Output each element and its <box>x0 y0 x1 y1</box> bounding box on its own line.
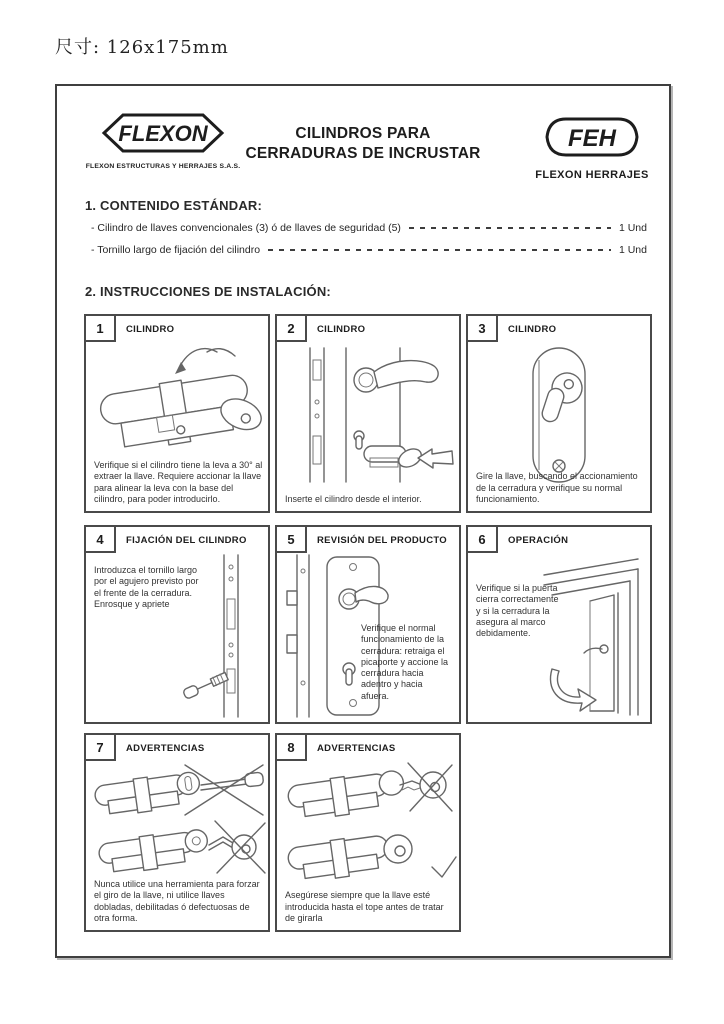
panel-header <box>277 527 459 553</box>
panel-header <box>86 527 268 553</box>
instruction-panel-1 <box>84 314 270 513</box>
panel-title: FIJACIÓN DEL CILINDRO <box>126 534 247 546</box>
panel-caption: Verifique el normal funcionamiento de la cerradura: retraiga el picaporte y accione la cerradura hacia adentro y hacia afuera. <box>361 623 449 701</box>
insert-cylinder-from-interior-illustration <box>280 344 458 484</box>
panel-number: 8 <box>277 735 307 761</box>
panel-title: CILINDRO <box>508 323 557 335</box>
panel-caption: Nunca utilice una herramienta para forzar el giro de la llave, ni utilice llaves dobladas, debilitadas ó defectuosas de otra forma. <box>94 879 260 923</box>
panel-title: CILINDRO <box>317 323 366 335</box>
dotted-leader <box>268 249 611 251</box>
panel-number: 6 <box>468 527 498 553</box>
dotted-leader <box>409 227 611 229</box>
panel-caption: Gire la llave, buscando el accionamiento de la cerradura y verifique su normal funcionamiento. <box>476 471 638 504</box>
panel-header <box>277 735 459 761</box>
cylinder-cam-key-illustration <box>89 344 267 454</box>
panel-number: 5 <box>277 527 307 553</box>
no-tools-no-bent-keys-illustration <box>89 763 267 879</box>
panel-title: OPERACIÓN <box>508 534 569 546</box>
document-title-line1: CILINDROS PARA <box>295 125 431 142</box>
document-title-line2: CERRADURAS DE INCRUSTAR <box>245 145 481 163</box>
feh-logo <box>512 114 672 181</box>
panel-caption: Introduzca el tornillo largo por el agujero previsto por el frente de la cerradura. Enrosque y apriete <box>94 565 199 609</box>
flexon-logo-subtext: FLEXON ESTRUCTURAS Y HERRAJES S.A.S. <box>85 163 241 170</box>
panel-title: ADVERTENCIAS <box>317 742 396 754</box>
panel-title: CILINDRO <box>126 323 175 335</box>
panel-caption: Inserte el cilindro desde el interior. <box>285 493 422 504</box>
panel-header <box>86 735 268 761</box>
instruction-panel-4 <box>84 525 270 724</box>
contents-heading: 1. CONTENIDO ESTÁNDAR: <box>85 198 263 213</box>
instruction-panel-8 <box>275 733 461 932</box>
panel-title: ADVERTENCIAS <box>126 742 205 754</box>
instructions-heading: 2. INSTRUCCIONES DE INSTALACIÓN: <box>85 284 331 299</box>
panel-number: 2 <box>277 316 307 342</box>
panel-caption: Asegúrese siempre que la llave esté introducida hasta el tope antes de tratar de girarla <box>285 890 444 923</box>
instruction-panel-3 <box>466 314 652 513</box>
feh-logo-shape <box>544 114 640 160</box>
feh-logo-subtext: FLEXON HERRAJES <box>535 169 649 181</box>
instruction-panel-5 <box>275 525 461 724</box>
panel-number: 1 <box>86 316 116 342</box>
turn-key-in-escutcheon-illustration <box>471 344 649 486</box>
panel-title: REVISIÓN DEL PRODUCTO <box>317 534 447 546</box>
panel-caption: Verifique si la puerta cierra correctamente y si la cerradura la asegura al marco debidamente. <box>476 583 559 638</box>
key-fully-inserted-illustration <box>280 761 458 885</box>
flexon-logo-text: FLEXON <box>118 121 208 146</box>
panel-header <box>86 316 268 342</box>
panel-number: 4 <box>86 527 116 553</box>
panel-header <box>468 527 650 553</box>
item-label: - Cilindro de llaves convencionales (3) ó de llaves de seguridad (5) <box>91 222 401 234</box>
feh-logo-text: FEH <box>568 125 616 152</box>
item-qty: 1 Und <box>618 222 647 234</box>
contents-item <box>91 244 647 256</box>
instruction-panel-6 <box>466 525 652 724</box>
panel-header <box>468 316 650 342</box>
panel-number: 3 <box>468 316 498 342</box>
item-label: - Tornillo largo de fijación del cilindro <box>91 244 261 256</box>
contents-item <box>91 222 647 234</box>
item-qty: 1 Und <box>618 244 647 256</box>
panel-number: 7 <box>86 735 116 761</box>
document-frame <box>55 84 671 958</box>
panel-caption: Verifique si el cilindro tiene la leva a 30° al extraer la llave. Requiere accionar la llave para alinear la leva con la base del cilindro, para poder introducirlo. <box>94 460 263 504</box>
instruction-panel-2 <box>275 314 461 513</box>
instruction-panel-7 <box>84 733 270 932</box>
size-label: 尺寸: 126x175mm <box>55 37 229 58</box>
panel-header <box>277 316 459 342</box>
